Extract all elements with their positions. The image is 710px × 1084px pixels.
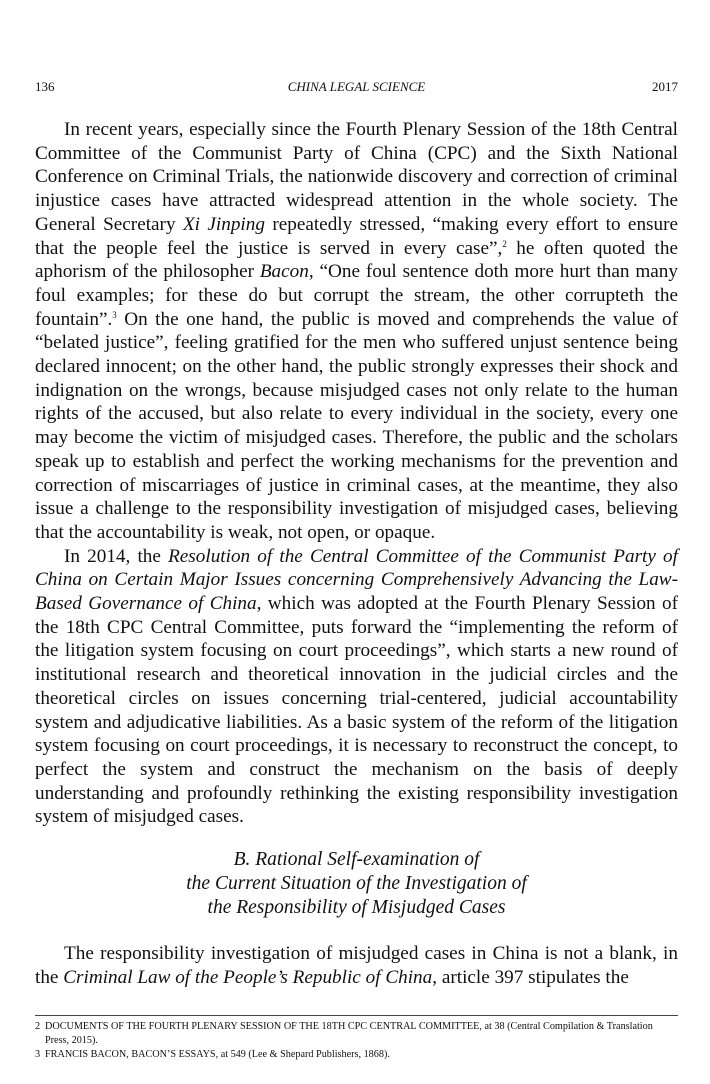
running-header [35, 78, 678, 96]
paragraph-3: The responsibility investigation of misjudged cases in China is not a blank, in the Criminal Law of the People’s Republic of China, article 397 stipulates the [35, 943, 678, 988]
footnote-number: 3 [35, 1049, 41, 1060]
publication-year: 2017 [652, 79, 678, 94]
person-name: Xi Jinping [182, 213, 265, 235]
footnote-text: DOCUMENTS OF THE FOURTH PLENARY SESSION OF THE 18TH CPC CENTRAL COMMITTEE, at 38 (Central Compilation & Translation Press, 2015). [45, 1021, 653, 1046]
philosopher-name: Bacon [259, 261, 309, 283]
footnote-3 [35, 1048, 678, 1062]
footnote-text: FRANCIS BACON, BACON’S ESSAYS, at 549 (Lee & Shepard Publishers, 1868). [45, 1049, 390, 1060]
footnotes [35, 1020, 678, 1062]
section-heading-line-1: B. Rational Self-examination of [233, 849, 480, 871]
footnote-number: 2 [35, 1021, 41, 1032]
footnote-ref-2[interactable]: 2 [502, 238, 507, 249]
section-heading-line-2: the Current Situation of the Investigation of [186, 873, 527, 895]
paragraph-1: In recent years, especially since the Fourth Plenary Session of the 18th Central Committee of the Communist Party of China (CPC) and the Sixth National Conference on Criminal Trials, the nationwide discovery and correction of criminal injustice cases have attracted widespread attention in the whole society. The General Secretary Xi Jinping repeatedly stressed, “making every effort to ensure that the people feel the justice is served in every case”,$^2$ he often quoted the aphorism of the philosopher Bacon, “One foul sentence doth more hurt than many foul examples; for these do but corrupt the stream, the other corrupteth the fountain”.$^3$ On the one hand, the public is moved and comprehends the value of “belated justice”, feeling gratified for the men who suffered unjust sentence being declared innocent; on the other hand, the public strongly expresses their shock and indignation on the wrongs, because misjudged cases not only relate to the human rights of the accused, but also relate to every individual in the society, every one may become the victim of misjudged cases. Therefore, the public and the scholars speak up to establish and perfect the working mechanisms for the prevention and correction of miscarriages of justice in criminal cases, at the meantime, they also issue a challenge to the responsibility investigation of misjudged cases, believing that the accountability is weak, not open, or opaque. [35, 119, 679, 543]
article-body [35, 118, 678, 990]
section-heading [35, 848, 678, 920]
footnote-ref-3[interactable]: 3 [112, 309, 117, 320]
section-heading-line-3: the Responsibility of Misjudged Cases [207, 897, 506, 919]
paragraph-2: In 2014, the Resolution of the Central Committee of the Communist Party of China on Certain Major Issues concerning Comprehensively Advancing the Law-Based Governance of China, which was adopted at the Fourth Plenary Session of the 18th CPC Central Committee, puts forward the “implementing the reform of the litigation system focusing on court proceedings”, which starts a new round of institutional research and theoretical innovation in the judicial circles and the theoretical circles on issues concerning trial-centered, judicial accountability system and adjudicative liabilities. As a basic system of the reform of the litigation system focusing on court proceedings, it is necessary to reconstruct the concept, to perfect the system and construct the mechanism on the basis of deeply understanding and profoundly rethinking the existing responsibility investigation system of misjudged cases. [35, 545, 678, 828]
footnote-divider [35, 1015, 678, 1016]
page-number: 136 [35, 79, 55, 94]
footnote-2 [35, 1020, 678, 1048]
law-title: Criminal Law of the People’s Republic of China [63, 966, 433, 988]
journal-title: CHINA LEGAL SCIENCE [287, 79, 426, 94]
resolution-title: Resolution of the Central Committee of the Communist Party of China on Certain Major Issues concerning Comprehensively Advancing the Law-Based Governance of China [35, 545, 678, 615]
